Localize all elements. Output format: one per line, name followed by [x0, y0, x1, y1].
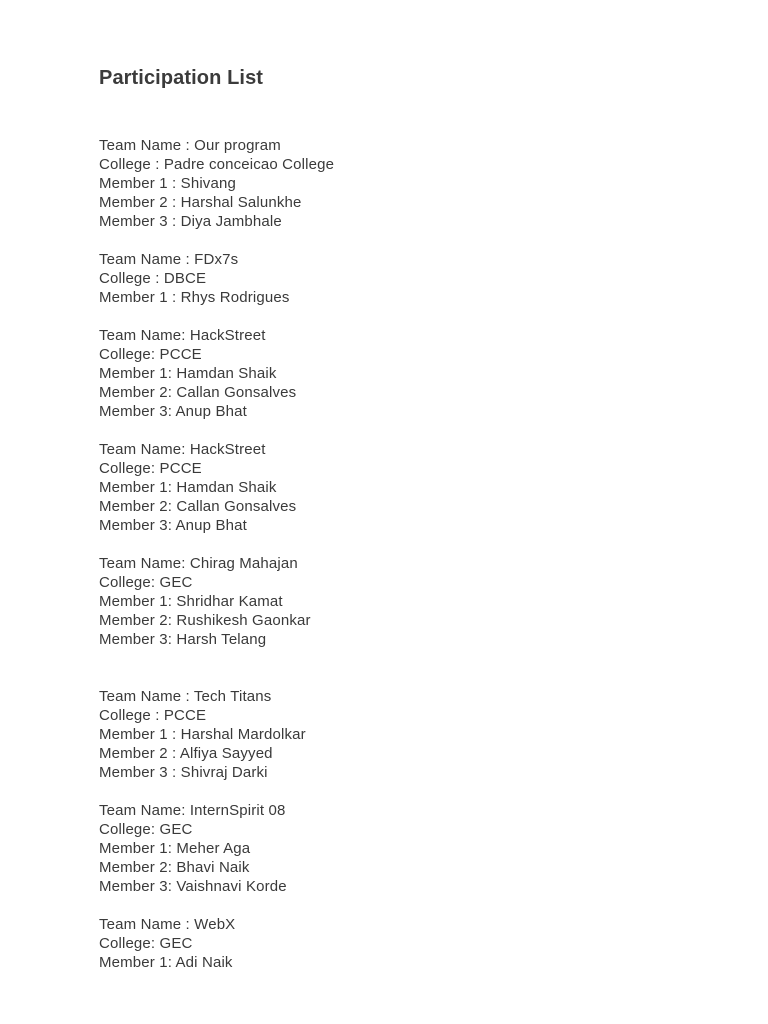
member-line: Member 2: Rushikesh Gaonkar	[99, 612, 311, 629]
college-line: College: GEC	[99, 935, 193, 952]
member-line: Member 2 : Harshal Salunkhe	[99, 194, 302, 211]
team-entry	[99, 326, 699, 421]
team-name-line: Team Name : WebX	[99, 916, 236, 933]
team-separator	[99, 231, 699, 250]
college-line: College : PCCE	[99, 707, 207, 724]
team-list	[99, 136, 699, 972]
team-entry	[99, 801, 699, 896]
team-entry	[99, 136, 699, 231]
college-line: College: GEC	[99, 574, 193, 591]
team-entry	[99, 687, 699, 782]
team-name-line: Team Name: HackStreet	[99, 327, 266, 344]
team-separator	[99, 307, 699, 326]
member-line: Member 1: Shridhar Kamat	[99, 593, 283, 610]
member-line: Member 1 : Harshal Mardolkar	[99, 726, 306, 743]
member-line: Member 2: Callan Gonsalves	[99, 384, 297, 401]
team-name-line: Team Name : Our program	[99, 137, 281, 154]
member-line: Member 1: Hamdan Shaik	[99, 479, 277, 496]
member-line: Member 1: Adi Naik	[99, 954, 233, 971]
college-line: College: PCCE	[99, 346, 202, 363]
team-separator	[99, 421, 699, 440]
member-line: Member 1: Hamdan Shaik	[99, 365, 277, 382]
college-line: College: PCCE	[99, 460, 202, 477]
team-entry	[99, 915, 699, 972]
team-name-line: Team Name: HackStreet	[99, 441, 266, 458]
college-line: College : Padre conceicao College	[99, 156, 335, 173]
member-line: Member 3 : Diya Jambhale	[99, 213, 282, 230]
member-line: Member 3: Anup Bhat	[99, 517, 247, 534]
team-entry	[99, 554, 699, 649]
member-line: Member 2: Bhavi Naik	[99, 859, 250, 876]
member-line: Member 3: Vaishnavi Korde	[99, 878, 287, 895]
document-page	[99, 62, 699, 972]
college-line: College : DBCE	[99, 270, 207, 287]
member-line: Member 1 : Rhys Rodrigues	[99, 289, 290, 306]
member-line: Member 3: Anup Bhat	[99, 403, 247, 420]
member-line: Member 1 : Shivang	[99, 175, 236, 192]
member-line: Member 1: Meher Aga	[99, 840, 251, 857]
member-line: Member 2 : Alfiya Sayyed	[99, 745, 273, 762]
team-separator	[99, 782, 699, 801]
member-line: Member 3 : Shivraj Darki	[99, 764, 268, 781]
team-name-line: Team Name : FDx7s	[99, 251, 239, 268]
member-line: Member 3: Harsh Telang	[99, 631, 267, 648]
team-separator	[99, 896, 699, 915]
team-entry	[99, 250, 699, 307]
team-entry	[99, 440, 699, 535]
college-line: College: GEC	[99, 821, 193, 838]
team-separator	[99, 535, 699, 554]
page-title: Participation List	[99, 67, 264, 89]
member-line: Member 2: Callan Gonsalves	[99, 498, 297, 515]
team-name-line: Team Name : Tech Titans	[99, 688, 272, 705]
team-separator	[99, 649, 699, 687]
team-name-line: Team Name: InternSpirit 08	[99, 802, 286, 819]
team-name-line: Team Name: Chirag Mahajan	[99, 555, 298, 572]
